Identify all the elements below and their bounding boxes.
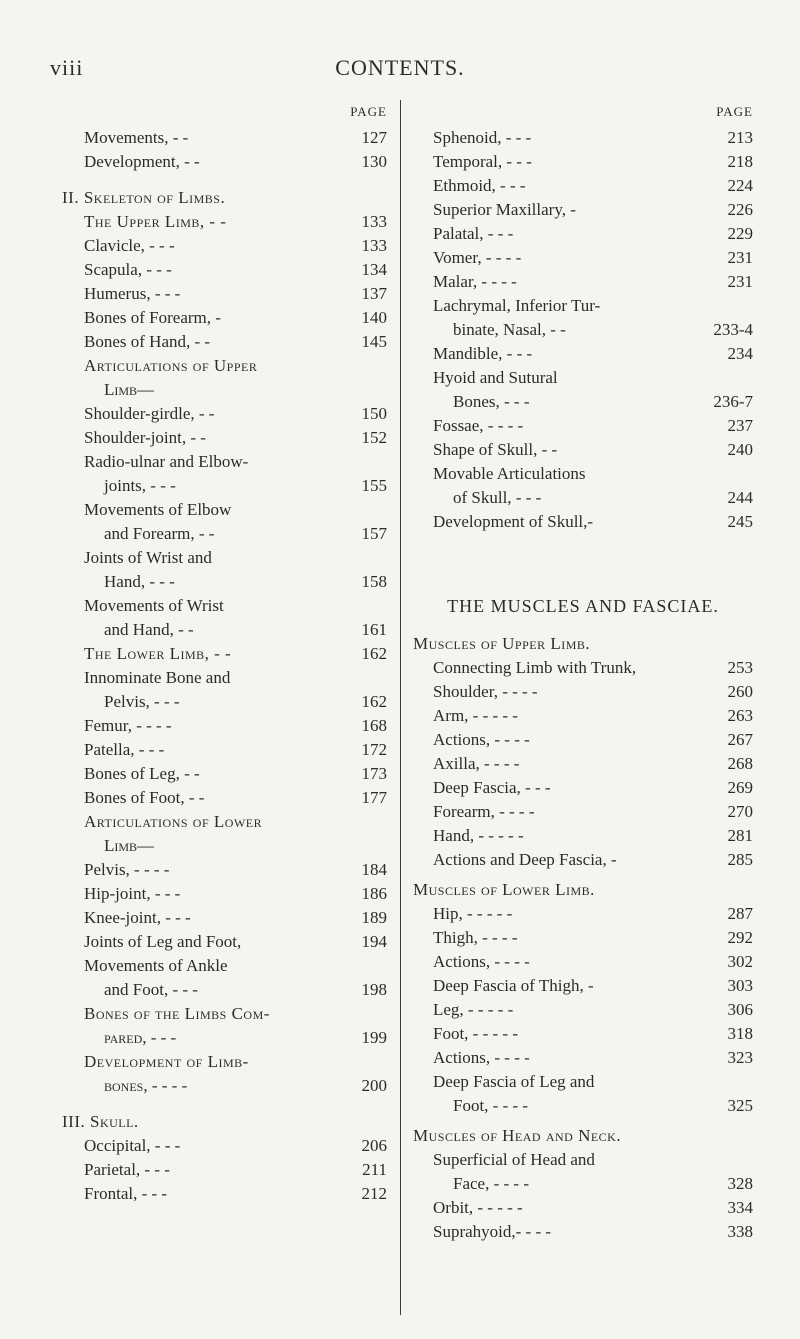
entry-page: 292 <box>727 928 753 947</box>
entry-title: Actions and Deep Fascia, - <box>433 850 617 869</box>
entry-page: 133 <box>361 212 387 231</box>
toc-entry <box>413 1148 753 1172</box>
entry-title: Hip-joint, - - - <box>84 884 181 903</box>
toc-entry <box>62 282 387 306</box>
entry-title: The Upper Limb, - - <box>84 212 227 231</box>
toc-entry <box>62 906 387 930</box>
entry-title: Arm, - - - - - <box>433 706 518 725</box>
toc-entry <box>62 738 387 762</box>
entry-page: 162 <box>361 644 387 663</box>
entry-title: Bones of Forearm, - <box>84 308 221 327</box>
toc-entry <box>62 642 387 666</box>
entry-page: 145 <box>361 332 387 351</box>
entry-page: 231 <box>727 272 753 291</box>
entry-title: Vomer, - - - - <box>433 248 522 267</box>
entry-title: Joints of Wrist and <box>84 548 212 567</box>
toc-entry <box>62 1110 387 1134</box>
entry-page: 268 <box>727 754 753 773</box>
toc-entry <box>62 306 387 330</box>
toc-entry <box>413 656 753 680</box>
entry-title: Shoulder, - - - - <box>433 682 538 701</box>
entry-title: Muscles of Head and Neck. <box>413 1126 622 1145</box>
toc-entry <box>413 222 753 246</box>
entry-page: 270 <box>727 802 753 821</box>
entry-title: Ethmoid, - - - <box>433 176 526 195</box>
entry-page: 236-7 <box>713 392 753 411</box>
entry-title: Shoulder-girdle, - - <box>84 404 215 423</box>
toc-entry <box>62 882 387 906</box>
entry-page: 199 <box>361 1028 387 1047</box>
toc-entry <box>413 950 753 974</box>
entry-page: 231 <box>727 248 753 267</box>
toc-entry <box>62 1158 387 1182</box>
entry-title: Movable Articulations <box>433 464 586 483</box>
toc-entry <box>413 1220 753 1244</box>
entry-title: pared, - - - <box>104 1028 177 1047</box>
entry-page: 281 <box>727 826 753 845</box>
entry-title: Development of Limb- <box>84 1052 249 1071</box>
running-head: CONTENTS. <box>335 55 465 80</box>
entry-page: 323 <box>727 1048 753 1067</box>
entry-title: Pelvis, - - - <box>104 692 180 711</box>
entry-page: 137 <box>361 284 387 303</box>
entry-title: Scapula, - - - <box>84 260 172 279</box>
entry-title: Muscles of Lower Limb. <box>413 880 595 899</box>
entry-page: 212 <box>361 1184 387 1203</box>
entry-title: Muscles of Upper Limb. <box>413 634 591 653</box>
entry-page: 189 <box>361 908 387 927</box>
entry-page: 130 <box>361 152 387 171</box>
toc-entry <box>413 486 753 510</box>
entry-page: 152 <box>361 428 387 447</box>
toc-entry <box>62 474 387 498</box>
entry-page: 229 <box>727 224 753 243</box>
entry-title: Axilla, - - - - <box>433 754 520 773</box>
toc-entry <box>413 632 753 656</box>
entry-title: Hyoid and Sutural <box>433 368 558 387</box>
toc-entry <box>413 366 753 390</box>
muscles-heading: THE MUSCLES AND FASCIAE. <box>447 596 719 616</box>
entry-title: Movements of Ankle <box>84 956 228 975</box>
toc-entry <box>413 824 753 848</box>
toc-entry <box>62 126 387 150</box>
entry-title: Foot, - - - - - <box>433 1024 518 1043</box>
entry-page: 168 <box>361 716 387 735</box>
toc-entry <box>413 974 753 998</box>
toc-entry <box>62 954 387 978</box>
toc-entry <box>413 246 753 270</box>
entry-title: Limb— <box>104 836 155 855</box>
entry-page: 194 <box>361 932 387 951</box>
toc-entry <box>413 998 753 1022</box>
entry-page: 237 <box>727 416 753 435</box>
toc-entry <box>62 570 387 594</box>
entry-page: 233-4 <box>713 320 753 339</box>
entry-page: 253 <box>727 658 753 677</box>
toc-entry <box>62 1134 387 1158</box>
toc-entry <box>62 426 387 450</box>
entry-title: Knee-joint, - - - <box>84 908 191 927</box>
toc-entry <box>62 210 387 234</box>
entry-title: Shape of Skull, - - <box>433 440 558 459</box>
entry-page: 213 <box>727 128 753 147</box>
entry-page: 158 <box>361 572 387 591</box>
toc-entry <box>413 294 753 318</box>
entry-page: 155 <box>361 476 387 495</box>
entry-title: Femur, - - - - <box>84 716 172 735</box>
entry-title: Hip, - - - - - <box>433 904 513 923</box>
toc-entry <box>62 858 387 882</box>
toc-entry <box>62 258 387 282</box>
entry-title: and Forearm, - - <box>104 524 215 543</box>
entry-page: 200 <box>361 1076 387 1095</box>
toc-entry <box>62 522 387 546</box>
entry-title: Joints of Leg and Foot, <box>84 932 242 951</box>
toc-entry <box>413 438 753 462</box>
toc-entry <box>413 878 753 902</box>
entry-page: 172 <box>361 740 387 759</box>
entry-title: Orbit, - - - - - <box>433 1198 523 1217</box>
toc-entry <box>62 618 387 642</box>
entry-title: Connecting Limb with Trunk, <box>433 658 637 677</box>
toc-entry <box>413 150 753 174</box>
entry-title: Occipital, - - - <box>84 1136 181 1155</box>
toc-entry <box>413 680 753 704</box>
entry-title: Face, - - - - <box>453 1174 529 1193</box>
toc-entry <box>413 848 753 872</box>
toc-entry <box>413 752 753 776</box>
entry-title: Sphenoid, - - - <box>433 128 532 147</box>
entry-page: 263 <box>727 706 753 725</box>
entry-page: 226 <box>727 200 753 219</box>
toc-entry <box>413 198 753 222</box>
entry-page: 318 <box>727 1024 753 1043</box>
entry-title: Clavicle, - - - <box>84 236 175 255</box>
entry-title: Humerus, - - - <box>84 284 181 303</box>
toc-entry <box>62 402 387 426</box>
entry-page: 269 <box>727 778 753 797</box>
entry-title: Bones of Hand, - - <box>84 332 211 351</box>
toc-entry <box>62 234 387 258</box>
entry-page: 325 <box>727 1096 753 1115</box>
entry-title: Bones of Leg, - - <box>84 764 200 783</box>
entry-title: Development, - - <box>84 152 200 171</box>
entry-page: 127 <box>361 128 387 147</box>
skull-entries <box>413 126 753 534</box>
entry-page: 303 <box>727 976 753 995</box>
toc-entry <box>413 414 753 438</box>
entry-page: 218 <box>727 152 753 171</box>
entry-title: Deep Fascia, - - - <box>433 778 551 797</box>
entry-title: Movements of Elbow <box>84 500 232 519</box>
entry-page: 338 <box>727 1222 753 1241</box>
entry-title: Superior Maxillary, - <box>433 200 576 219</box>
entry-page: 244 <box>727 488 753 507</box>
entry-title: Deep Fascia of Thigh, - <box>433 976 594 995</box>
entry-title: Bones of Foot, - - <box>84 788 205 807</box>
entry-page: 177 <box>361 788 387 807</box>
entry-title: III. Skull. <box>62 1112 139 1131</box>
entry-title: and Hand, - - <box>104 620 194 639</box>
entry-page: 133 <box>361 236 387 255</box>
toc-entry <box>413 926 753 950</box>
column-divider <box>400 100 401 1315</box>
toc-entry <box>62 546 387 570</box>
entry-page: 328 <box>727 1174 753 1193</box>
entry-page: 134 <box>361 260 387 279</box>
entry-title: Pelvis, - - - - <box>84 860 170 879</box>
toc-entry <box>62 150 387 174</box>
toc-entry <box>413 1046 753 1070</box>
entry-page: 234 <box>727 344 753 363</box>
entry-title: Hand, - - - <box>104 572 175 591</box>
entry-page: 224 <box>727 176 753 195</box>
toc-entry <box>413 776 753 800</box>
entry-title: Bones of the Limbs Com- <box>84 1004 270 1023</box>
entry-page: 267 <box>727 730 753 749</box>
entry-page: 173 <box>361 764 387 783</box>
toc-entry <box>62 930 387 954</box>
toc-entry <box>62 834 387 858</box>
entry-title: Innominate Bone and <box>84 668 231 687</box>
entry-title: II. Skeleton of Limbs. <box>62 188 226 207</box>
toc-entry <box>62 594 387 618</box>
toc-entry <box>62 1050 387 1074</box>
entry-title: Hand, - - - - - <box>433 826 524 845</box>
entry-page: 186 <box>361 884 387 903</box>
entry-page: 245 <box>727 512 753 531</box>
toc-entry <box>413 1070 753 1094</box>
entry-title: Actions, - - - - <box>433 730 530 749</box>
toc-entry <box>413 728 753 752</box>
entry-title: Development of Skull,- <box>433 512 594 531</box>
entry-page: 150 <box>361 404 387 423</box>
left-column <box>62 102 387 1206</box>
toc-entry <box>62 450 387 474</box>
entry-page: 334 <box>727 1198 753 1217</box>
entry-page: 306 <box>727 1000 753 1019</box>
page-number: viii <box>50 55 84 80</box>
toc-entry <box>62 378 387 402</box>
toc-entry <box>62 762 387 786</box>
toc-entry <box>62 1026 387 1050</box>
entry-title: Parietal, - - - <box>84 1160 170 1179</box>
entry-page: 140 <box>361 308 387 327</box>
entry-title: Movements of Wrist <box>84 596 224 615</box>
entry-title: of Skull, - - - <box>453 488 542 507</box>
entry-title: Limb— <box>104 380 155 399</box>
toc-entry <box>413 390 753 414</box>
entry-title: The Lower Limb, - - <box>84 644 232 663</box>
toc-entry <box>413 318 753 342</box>
entry-title: Patella, - - - <box>84 740 165 759</box>
toc-entry <box>62 1074 387 1098</box>
entry-page: 206 <box>361 1136 387 1155</box>
entry-title: Forearm, - - - - <box>433 802 535 821</box>
spacer <box>62 1098 387 1110</box>
toc-entry <box>62 786 387 810</box>
entry-title: Frontal, - - - <box>84 1184 168 1203</box>
entry-title: and Foot, - - - <box>104 980 198 999</box>
toc-entry <box>62 498 387 522</box>
toc-entry <box>413 1172 753 1196</box>
toc-entry <box>413 704 753 728</box>
toc-entry <box>413 902 753 926</box>
entry-title: Shoulder-joint, - - <box>84 428 206 447</box>
entry-title: Bones, - - - <box>453 392 530 411</box>
toc-entry <box>62 1002 387 1026</box>
entry-title: Temporal, - - - <box>433 152 532 171</box>
entry-page: 198 <box>361 980 387 999</box>
entry-title: Fossae, - - - - <box>433 416 524 435</box>
entry-page: 162 <box>361 692 387 711</box>
toc-entry <box>62 690 387 714</box>
entry-title: Thigh, - - - - <box>433 928 518 947</box>
toc-entry <box>413 1022 753 1046</box>
toc-entry <box>413 174 753 198</box>
entry-title: Radio-ulnar and Elbow- <box>84 452 249 471</box>
toc-entry <box>413 1196 753 1220</box>
left-entries <box>62 126 387 1206</box>
toc-entry <box>62 666 387 690</box>
toc-entry <box>62 186 387 210</box>
toc-entry <box>413 270 753 294</box>
toc-entry <box>413 1124 753 1148</box>
spacer <box>62 174 387 186</box>
entry-page: 285 <box>727 850 753 869</box>
entry-title: joints, - - - <box>104 476 176 495</box>
toc-entry <box>413 462 753 486</box>
entry-page: 184 <box>361 860 387 879</box>
entry-title: Palatal, - - - <box>433 224 514 243</box>
toc-entry <box>413 1094 753 1118</box>
toc-entry <box>413 126 753 150</box>
toc-entry <box>413 800 753 824</box>
entry-title: Malar, - - - - <box>433 272 517 291</box>
right-column <box>413 102 753 1244</box>
entry-page: 161 <box>361 620 387 639</box>
entry-title: Mandible, - - - <box>433 344 533 363</box>
entry-title: Superficial of Head and <box>433 1150 595 1169</box>
entry-title: Actions, - - - - <box>433 952 530 971</box>
entry-title: Movements, - - <box>84 128 189 147</box>
entry-page: 240 <box>727 440 753 459</box>
entry-page: 260 <box>727 682 753 701</box>
entry-page: 211 <box>362 1160 387 1179</box>
toc-entry <box>413 342 753 366</box>
entry-title: bones, - - - - <box>104 1076 188 1095</box>
entry-page: 287 <box>727 904 753 923</box>
toc-entry <box>62 354 387 378</box>
entry-page: 157 <box>361 524 387 543</box>
entry-page: 302 <box>727 952 753 971</box>
toc-entry <box>413 510 753 534</box>
entry-title: Leg, - - - - - <box>433 1000 514 1019</box>
toc-entry <box>62 1182 387 1206</box>
page-column-label: PAGE <box>350 104 387 119</box>
entry-title: Actions, - - - - <box>433 1048 530 1067</box>
entry-title: Lachrymal, Inferior Tur- <box>433 296 601 315</box>
toc-entry <box>62 714 387 738</box>
page-column-label: PAGE <box>716 104 753 119</box>
entry-title: Articulations of Upper <box>84 356 258 375</box>
entry-title: binate, Nasal, - - <box>453 320 566 339</box>
muscle-entries <box>413 632 753 1244</box>
toc-entry <box>62 330 387 354</box>
entry-title: Suprahyoid,- - - - <box>433 1222 552 1241</box>
entry-title: Deep Fascia of Leg and <box>433 1072 595 1091</box>
toc-entry <box>62 810 387 834</box>
entry-title: Articulations of Lower <box>84 812 263 831</box>
toc-entry <box>62 978 387 1002</box>
entry-title: Foot, - - - - <box>453 1096 529 1115</box>
